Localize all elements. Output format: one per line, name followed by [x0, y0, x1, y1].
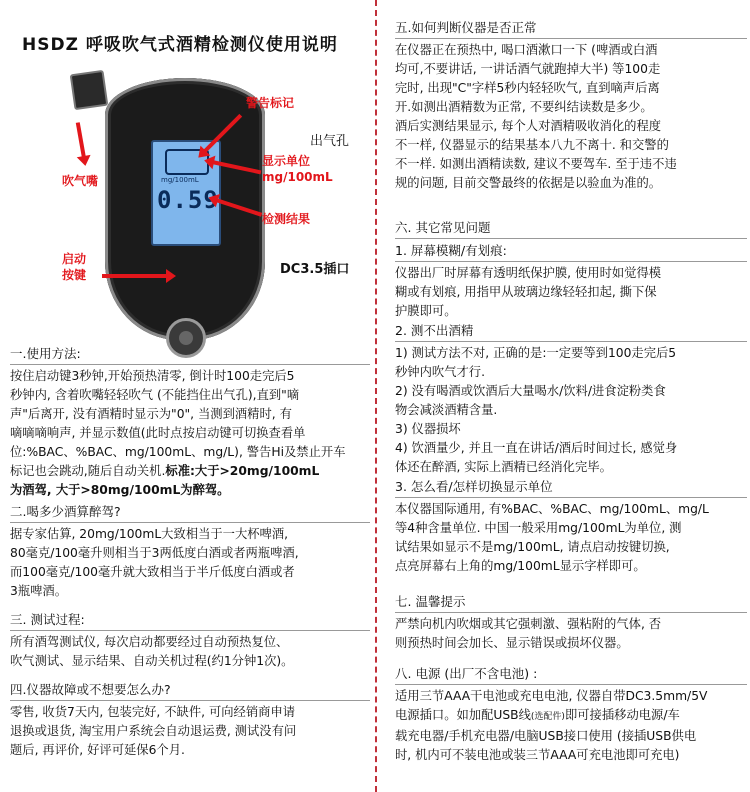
label-result: 检测结果: [262, 212, 311, 226]
section-6-line: 4) 饮酒量少, 并且一直在讲话/酒后时间过长, 感觉身: [395, 441, 678, 455]
section-2: [10, 502, 370, 601]
section-2-heading: 二.喝多少酒算醉驾?: [10, 502, 370, 523]
section-3-line: 所有酒驾测试仪, 每次启动都要经过自动预热复位、: [10, 635, 289, 649]
section-2-line: 3瓶啤酒。: [10, 584, 68, 598]
section-4-line: 退换或退货, 淘宝用户系统会自动退运费, 测试没有问: [10, 724, 297, 738]
section-4-line: 零售, 收货7天内, 包装完好, 不缺件, 可向经销商申请: [10, 705, 296, 719]
standard-text: 标准:大于>20mg/100mL: [165, 464, 320, 478]
section-3-line: 吹气测试、显示结果、自动关机过程(约1分钟1次)。: [10, 654, 294, 668]
section-7-line: 严禁向机内吹烟或其它强刺激、强粘附的气体, 否: [395, 617, 662, 631]
section-5-line: 规的问题, 目前交警最终的依据是以验血为准的。: [395, 176, 662, 190]
section-1-line: 位:%BAC、%BAC、mg/100mL、mg/L), 警告Hi及禁止开车: [10, 445, 346, 459]
section-6-line: 仪器出厂时屏幕有透明纸保护膜, 使用时如觉得模: [395, 266, 662, 280]
label-warning-mark: 警告标记: [246, 96, 295, 110]
section-5-line: 不一样, 仪器显示的结果基本八九不离十. 和交警的: [395, 138, 669, 152]
section-6-line: 物会减淡酒精含量.: [395, 403, 498, 417]
page-title: HSDZ 呼吸吹气式酒精检测仪使用说明: [22, 35, 338, 55]
label-start-button-1: 启动: [62, 252, 87, 266]
right-column: [381, 0, 750, 792]
section-6-sub1: 1. 屏幕模糊/有划痕:: [395, 241, 747, 262]
section-5: [395, 18, 747, 193]
section-6-line: 2) 没有喝酒或饮酒后大量喝水/饮料/进食淀粉类食: [395, 384, 666, 398]
section-3: [10, 610, 370, 671]
section-1-line: 标记也会跳动,随后自动关机.标准:大于>20mg/100mL: [10, 464, 320, 478]
section-4-line: 题后, 再评价, 好评可延保6个月.: [10, 743, 185, 757]
mouthpiece-graphic: [70, 70, 109, 110]
label-mouthpiece: 吹气嘴: [62, 174, 99, 188]
section-6-line: 3) 仪器损坏: [395, 422, 461, 436]
section-4-heading: 四.仪器故障或不想要怎么办?: [10, 680, 370, 701]
section-1-line: 秒钟内, 含着吹嘴轻轻吹气 (不能挡住出气孔),直到"嘀: [10, 388, 300, 402]
section-8-line: 适用三节AAA干电池或充电电池, 仪器自带DC3.5mm/5V: [395, 689, 708, 703]
optional-accessory-note: (选配件): [530, 712, 565, 722]
section-6-sub3: 3. 怎么看/怎样切换显示单位: [395, 477, 747, 498]
section-1: [10, 344, 370, 500]
section-5-line: 完时, 出现"C"字样5秒内轻轻吹气, 直到嘀声后离: [395, 81, 660, 95]
section-1-line: 声"后离开, 没有酒精时显示为"0", 当测到酒精时, 有: [10, 407, 292, 421]
arrow-mouthpiece: [76, 122, 86, 158]
section-6-heading: 六. 其它常见问题: [395, 218, 747, 239]
section-6-line: 本仪器国际通用, 有%BAC、%BAC、mg/100mL、mg/L: [395, 502, 709, 516]
section-6-line: 等4种含量单位. 中国一般采用mg/100mL为单位, 测: [395, 521, 682, 535]
arrow-start: [102, 274, 168, 278]
section-2-line: 据专家估算, 20mg/100mL大致相当于一大杯啤酒,: [10, 527, 289, 541]
section-1-line: 嘀嘀嘀响声, 并显示数值(此时点按启动键可切换查看单: [10, 426, 306, 440]
label-unit-value: mg/100mL: [262, 170, 333, 184]
section-8-line: 电源插口。如加配USB线(选配件)即可接插移动电源/车: [395, 708, 680, 722]
section-8: [395, 664, 747, 765]
section-5-line: 均可,不要讲话, 一讲话酒气就跑掉大半) 等100走: [395, 62, 661, 76]
label-display-unit: 显示单位: [262, 154, 311, 168]
section-5-line: 开.如测出酒精数为正常, 不要纠结读数是多少。: [395, 100, 653, 114]
screen-unit: mg/100mL: [161, 176, 199, 184]
label-dc-jack: DC3.5插口: [280, 262, 350, 277]
standard-text: 为酒驾, 大于>80mg/100mL为醉驾。: [10, 483, 230, 497]
section-7: [395, 592, 747, 653]
label-start-button-2: 按键: [62, 268, 87, 282]
section-6-line: 糊或有划痕, 用指甲从玻璃边缘轻轻扣起, 撕下保: [395, 285, 657, 299]
section-6: [395, 218, 747, 576]
section-5-line: 不一样. 如测出酒精读数, 建议不要驾车. 至于违不违: [395, 157, 677, 171]
section-6-line: 1) 测试方法不对, 正确的是:一定要等到100走完后5: [395, 346, 677, 360]
section-6-line: 试结果如显示不是mg/100mL, 请点启动按键切换,: [395, 540, 670, 554]
section-8-line: 时, 机内可不装电池或装三节AAA可充电池即可充电): [395, 748, 680, 762]
section-5-line: 在仪器正在预热中, 喝口酒漱口一下 (啤酒或白酒: [395, 43, 658, 57]
column-divider: [375, 0, 377, 792]
section-6-line: 护膜即可。: [395, 304, 457, 318]
section-8-heading: 八. 电源 (出厂不含电池) :: [395, 664, 747, 685]
section-6-line: 点亮屏幕右上角的mg/100mL显示字样即可。: [395, 559, 646, 573]
section-6-sub2: 2. 测不出酒精: [395, 321, 747, 342]
label-air-outlet: 出气孔: [310, 134, 350, 149]
section-4: [10, 680, 370, 760]
section-1-line: 按住启动键3秒钟,开始预热清零, 倒计时100走完后5: [10, 369, 295, 383]
section-2-line: 而100毫克/100毫升就大致相当于半斤低度白酒或者: [10, 565, 295, 579]
section-6-line: 体还在醉酒, 实际上酒精已经消化完毕。: [395, 460, 612, 474]
section-5-heading: 五.如何判断仪器是否正常: [395, 18, 747, 39]
section-7-line: 则预热时间会加长、显示错误或损坏仪器。: [395, 636, 629, 650]
section-7-heading: 七. 温馨提示: [395, 592, 747, 613]
section-3-heading: 三. 测试过程:: [10, 610, 370, 631]
section-2-line: 80毫克/100毫升则相当于3两低度白酒或者两瓶啤酒,: [10, 546, 299, 560]
section-6-line: 秒钟内吹气才行.: [395, 365, 485, 379]
section-1-heading: 一.使用方法:: [10, 344, 370, 365]
section-8-line: 载充电器/手机充电器/电脑USB接口使用 (接插USB供电: [395, 729, 697, 743]
device-illustration: [0, 60, 375, 330]
section-5-line: 酒后实测结果显示, 每个人对酒精吸收消化的程度: [395, 119, 662, 133]
screen-reading: 0.59: [157, 186, 219, 214]
